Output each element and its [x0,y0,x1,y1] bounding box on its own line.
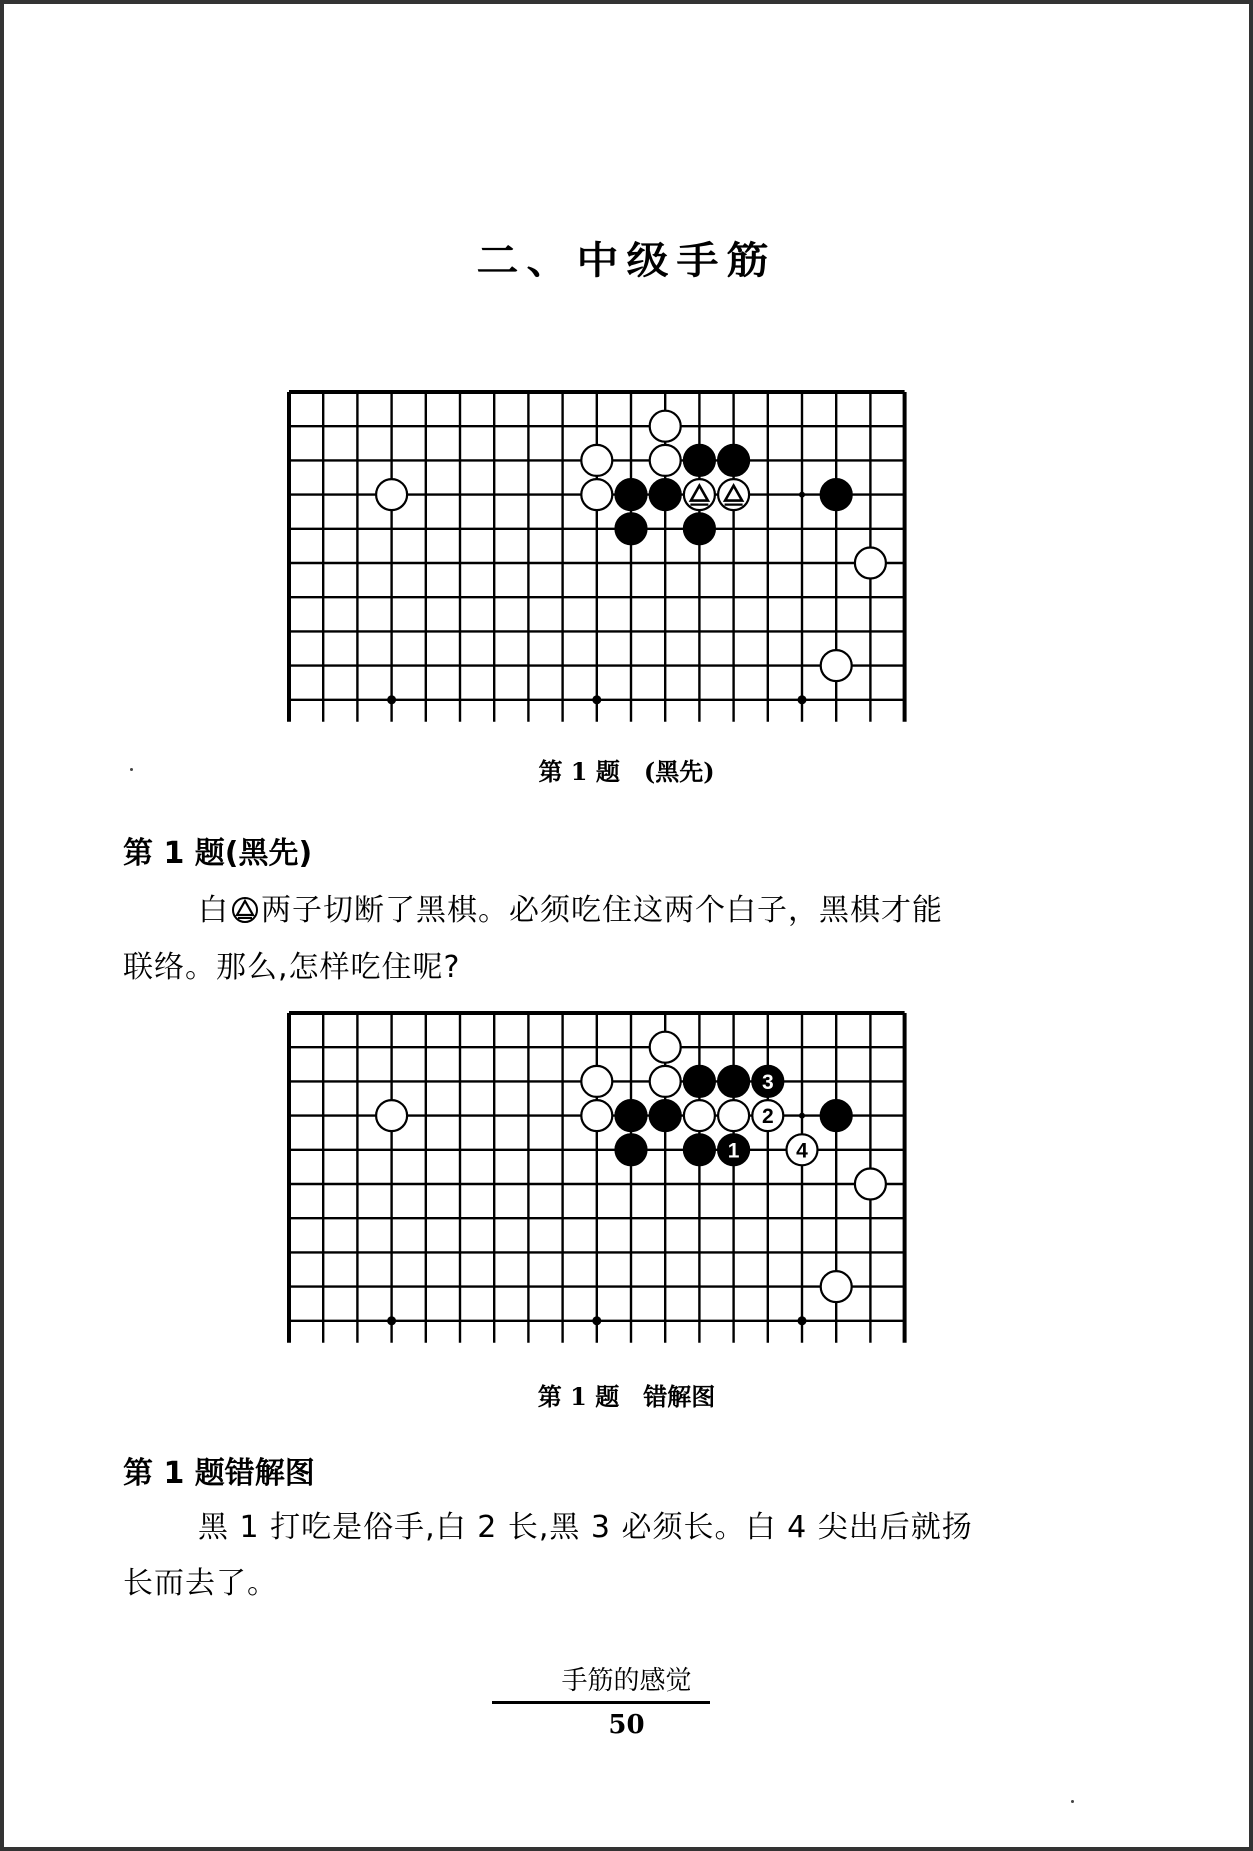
scan-speck [130,768,133,771]
wrong-answer-heading: 第 1 题错解图 [123,1456,315,1491]
problem-text-rest: 两子切断了黑棋。必须吃住这两个白子，黑棋才能 [261,893,943,928]
star-point [387,1316,396,1325]
star-point [387,695,396,704]
running-footer-book-title: 手筋的感觉 [561,1666,692,1696]
black-stone [616,1100,647,1131]
star-point [798,1316,807,1325]
white-stone [581,479,612,510]
white-stone [650,1032,681,1063]
black-stone [718,445,749,476]
black-stone [684,1134,715,1165]
black-stone [821,479,852,510]
black-stone [821,1100,852,1131]
chapter-title: 二、中级手筋 [476,238,777,283]
black-stone [650,479,681,510]
black-stone [616,513,647,544]
go-board-grid [270,373,924,722]
move-number-label: 2 [761,1105,774,1129]
black-stone [684,445,715,476]
move-number-label: 3 [761,1070,774,1094]
white-stone [581,1100,612,1131]
white-triangle-stone-icon [231,896,259,924]
white-stone [650,1066,681,1097]
problem-text-prefix: 白 [198,893,229,928]
go-diagram-problem-1 [270,373,924,722]
problem-heading: 第 1 题(黑先) [123,836,313,871]
small-dot-mark [799,492,805,498]
black-stone [718,1066,749,1097]
black-stone [650,1100,681,1131]
white-stone [581,445,612,476]
go-diagram-wrong-answer [270,994,924,1343]
white-stone [684,1100,715,1131]
footer-rule [492,1701,710,1704]
star-point [798,695,807,704]
white-stone [855,1169,886,1200]
diagram-caption-wrong-answer: 第 1 题 错解图 [537,1382,716,1411]
white-stone [376,479,407,510]
go-board-grid [270,994,924,1343]
wrong-answer-text-line-1: 黑 1 打吃是俗手,白 2 长,黑 3 必须长。白 4 尖出后就扬 [198,1510,973,1545]
diagram-caption-problem-1: 第 1 题 (黑先) [538,757,715,786]
white-stone [581,1066,612,1097]
black-stone [684,513,715,544]
white-stone [821,650,852,681]
black-stone [684,1066,715,1097]
page-number: 50 [608,1710,645,1740]
wrong-answer-text-line-2: 长而去了。 [123,1566,278,1601]
problem-text-line-1 [198,885,943,929]
black-stone [616,1134,647,1165]
star-point [592,1316,601,1325]
white-stone [855,548,886,579]
small-dot-mark [799,1113,805,1119]
white-stone [650,411,681,442]
white-stone [718,1100,749,1131]
white-stone [650,445,681,476]
scan-speck [1071,1800,1074,1803]
black-stone [616,479,647,510]
move-number-label: 4 [796,1139,808,1163]
white-stone [376,1100,407,1131]
white-stone [821,1271,852,1302]
problem-text-line-2: 联络。那么,怎样吃住呢? [123,950,461,985]
star-point [592,695,601,704]
move-number-label: 1 [727,1139,740,1163]
